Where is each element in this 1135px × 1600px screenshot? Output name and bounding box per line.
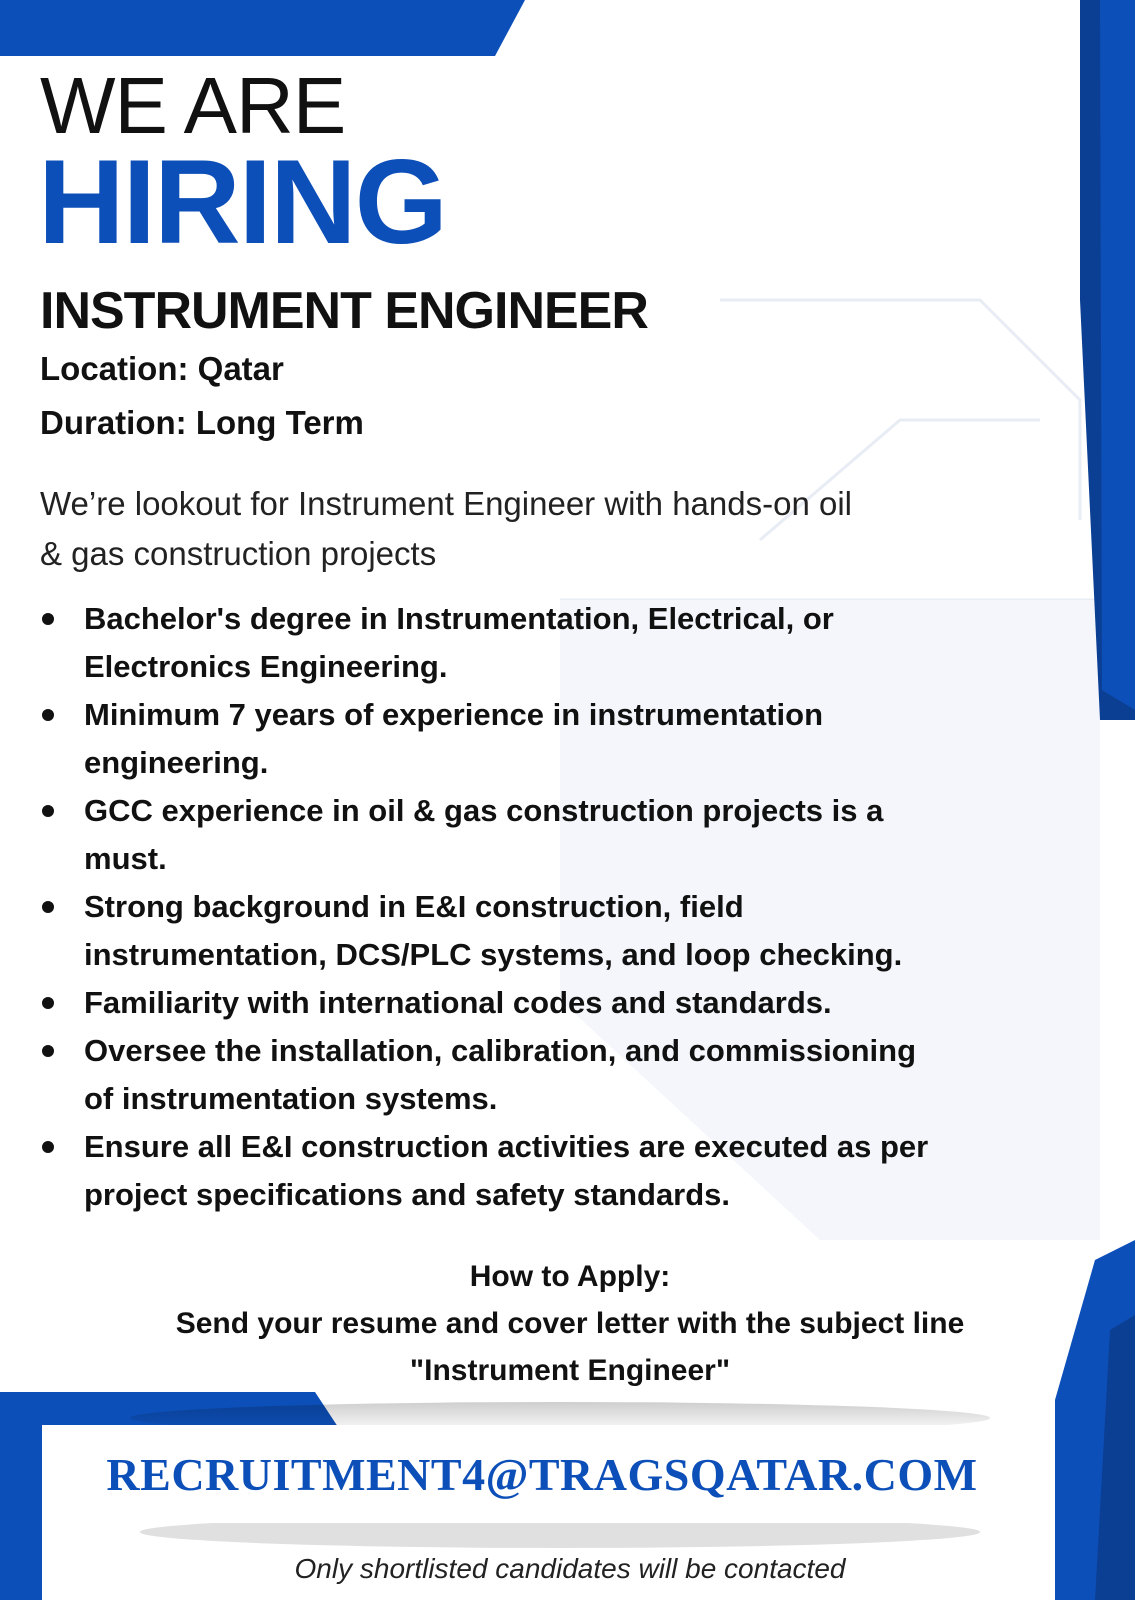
apply-instructions: Send your resume and cover letter with the subject line xyxy=(175,1307,965,1340)
requirement-text: Familiarity with international codes and standards. xyxy=(84,985,832,1020)
requirement-item xyxy=(40,1123,1095,1219)
requirement-text: GCC experience in oil & gas construction projects is a xyxy=(84,793,884,828)
headline-hiring: HIRING xyxy=(38,135,446,269)
bullet-icon xyxy=(42,1045,54,1057)
requirement-item xyxy=(40,979,1095,1027)
requirement-text: of instrumentation systems. xyxy=(84,1081,498,1116)
bullet-icon xyxy=(42,709,54,721)
bullet-icon xyxy=(42,1141,54,1153)
requirements-list xyxy=(40,595,1095,1219)
footer-note: Only shortlisted candidates will be contacted xyxy=(294,1553,846,1584)
intro-line: & gas construction projects xyxy=(40,535,437,572)
requirement-text: Bachelor's degree in Instrumentation, Electrical, or xyxy=(84,601,834,636)
bullet-icon xyxy=(42,805,54,817)
contact-email-link[interactable]: RECRUITMENT4@TRAGSQATAR.COM xyxy=(106,1448,978,1500)
requirement-text: Minimum 7 years of experience in instrumentation xyxy=(84,697,824,732)
requirement-text: Strong background in E&I construction, field xyxy=(84,889,744,924)
headline-we-are: WE ARE xyxy=(40,61,346,150)
email-box xyxy=(42,1425,1042,1523)
requirement-text: engineering. xyxy=(84,745,269,780)
bullet-icon xyxy=(42,997,54,1009)
apply-heading: How to Apply: xyxy=(469,1260,671,1293)
requirement-text: Ensure all E&I construction activities are executed as per xyxy=(84,1129,929,1164)
requirement-item xyxy=(40,691,1095,787)
bullet-icon xyxy=(42,613,54,625)
job-title: INSTRUMENT ENGINEER xyxy=(40,282,648,340)
requirement-text: instrumentation, DCS/PLC systems, and loop checking. xyxy=(84,937,903,972)
requirement-text: project specifications and safety standards. xyxy=(84,1177,731,1212)
bullet-icon xyxy=(42,901,54,913)
requirement-text: must. xyxy=(84,841,167,876)
requirement-item xyxy=(40,595,1095,691)
job-location: Location: Qatar xyxy=(40,350,284,387)
requirement-item xyxy=(40,787,1095,883)
requirement-text: Oversee the installation, calibration, and commissioning xyxy=(84,1033,917,1068)
apply-subject-line: "Instrument Engineer" xyxy=(409,1354,731,1387)
intro-line: We’re lookout for Instrument Engineer with hands-on oil xyxy=(40,485,852,522)
how-to-apply xyxy=(60,1253,1080,1394)
job-intro xyxy=(40,479,1090,579)
job-duration: Duration: Long Term xyxy=(40,404,364,441)
requirement-item xyxy=(40,1027,1095,1123)
requirement-item xyxy=(40,883,1095,979)
requirement-text: Electronics Engineering. xyxy=(84,649,448,684)
